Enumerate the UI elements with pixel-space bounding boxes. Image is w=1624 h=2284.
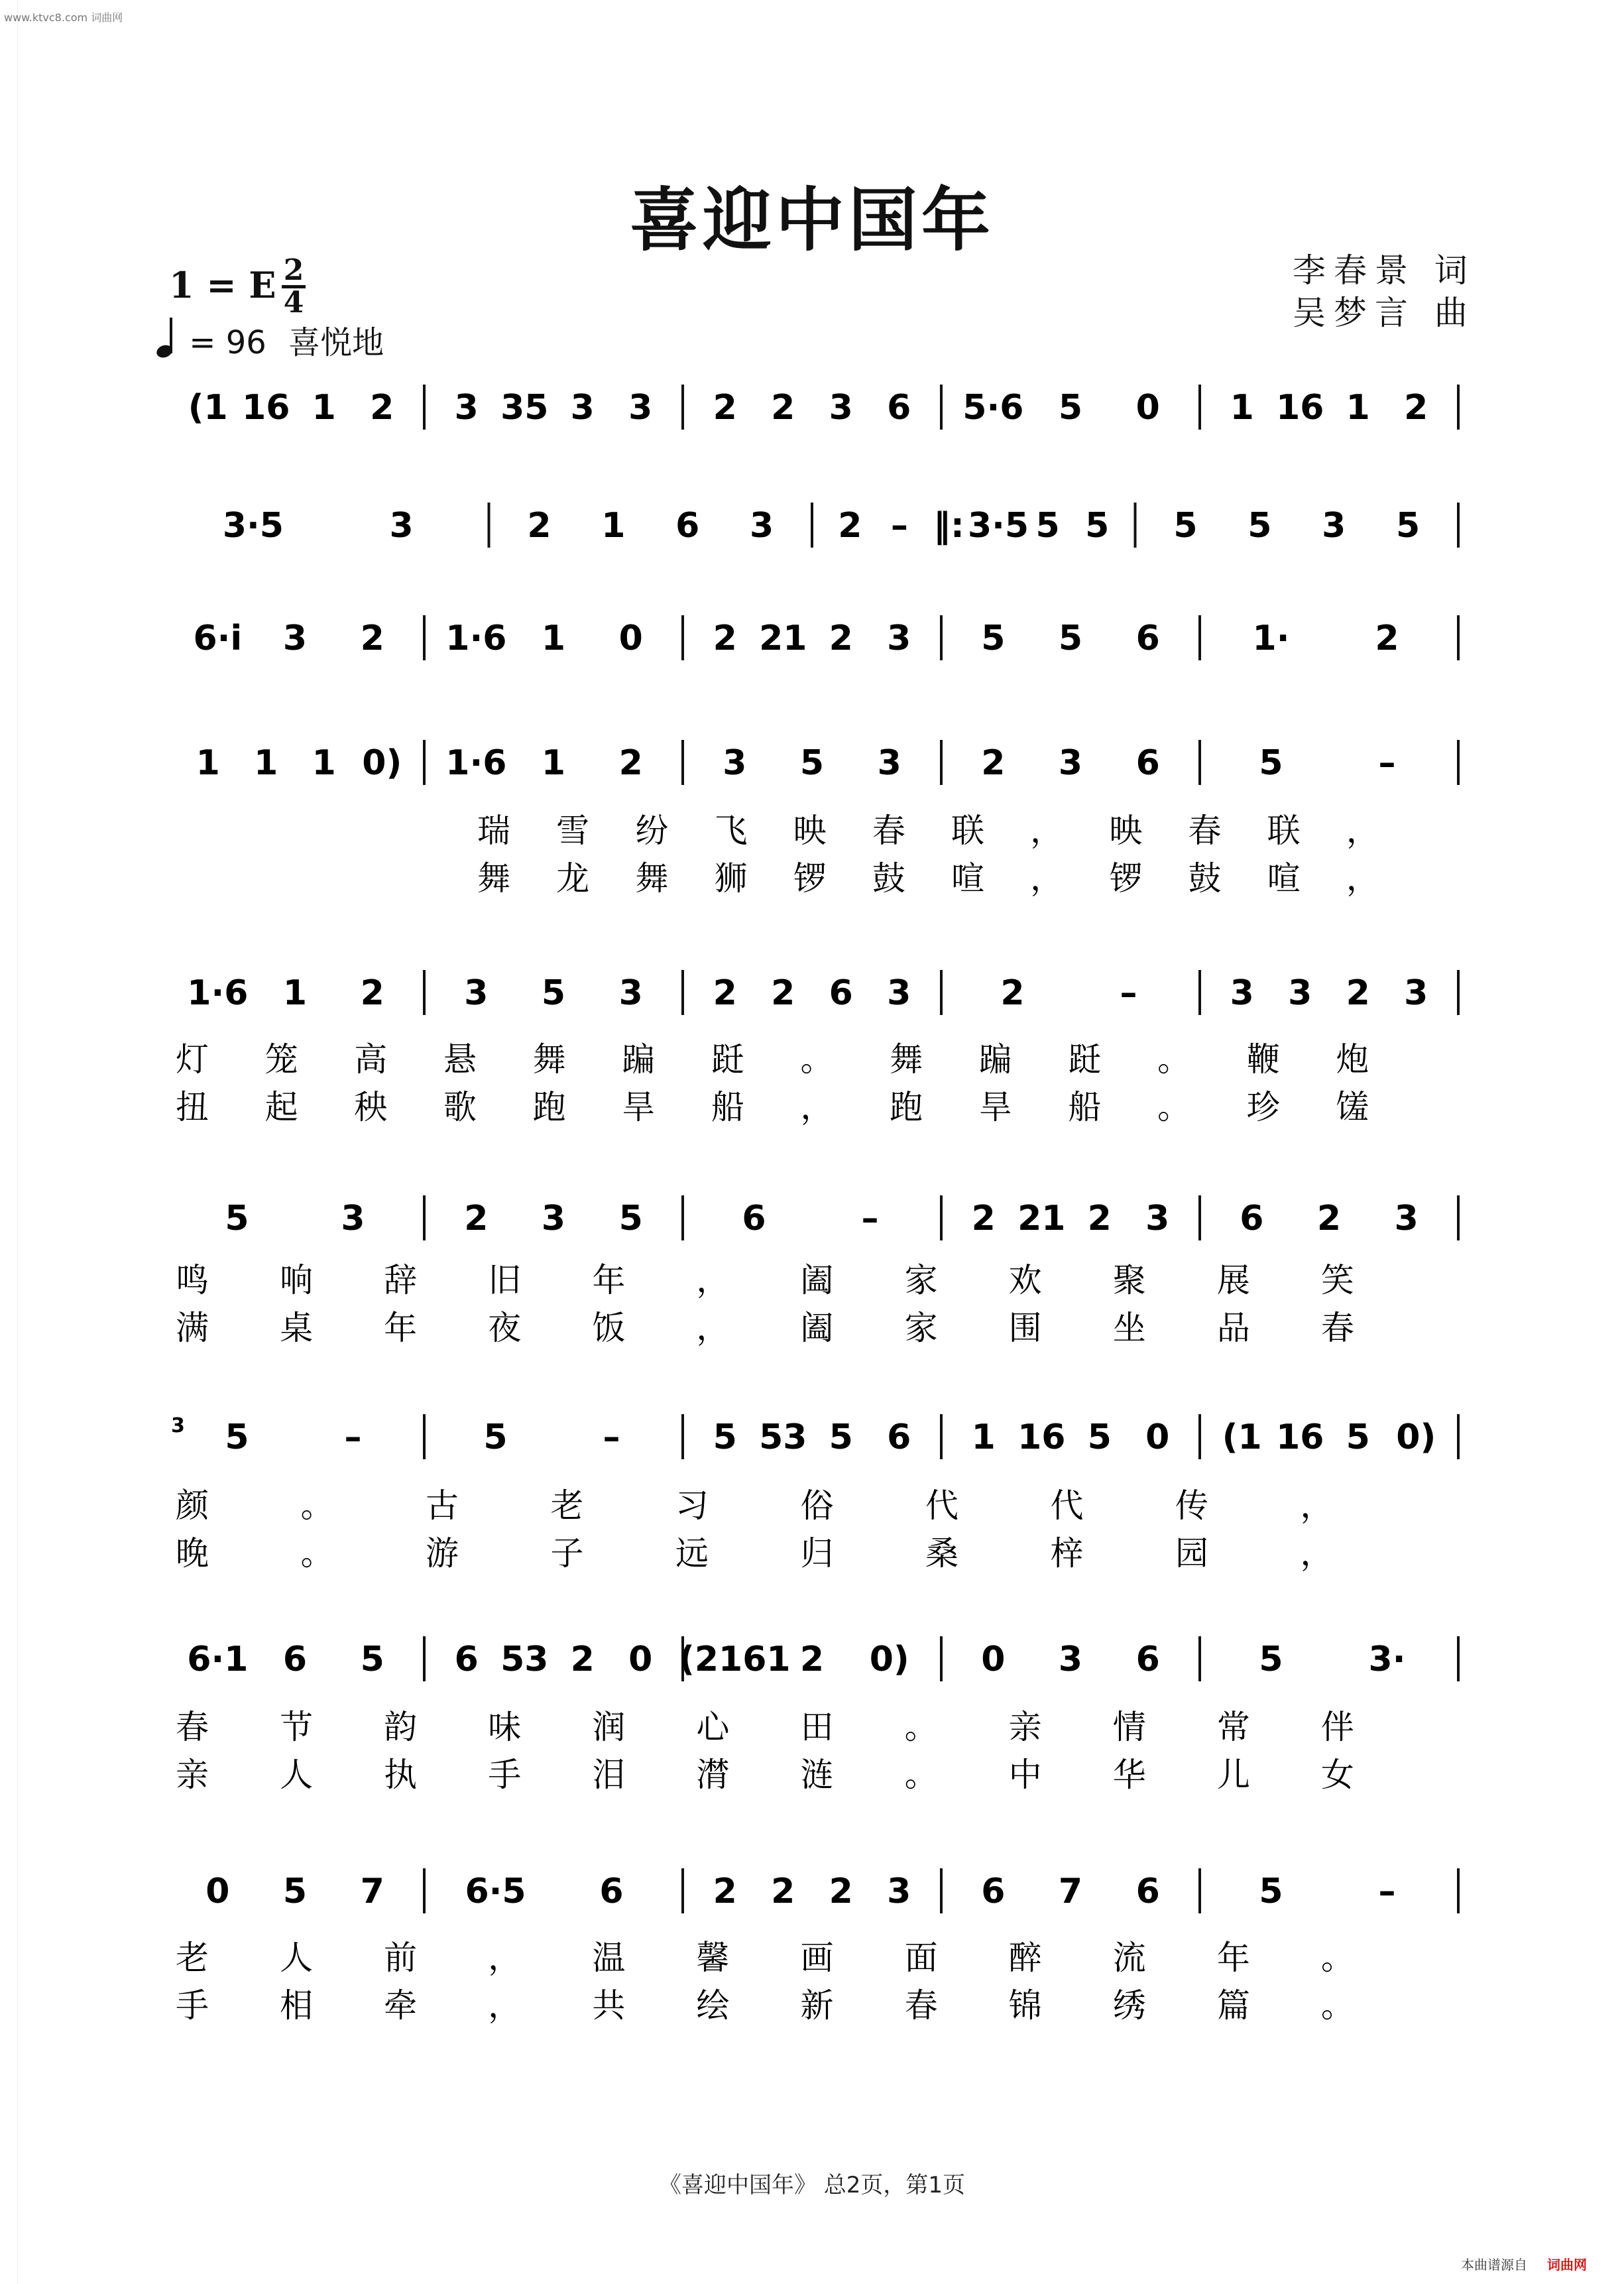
tempo-value: = 96 <box>189 324 266 361</box>
note-token: 1 <box>196 743 220 783</box>
lyric-verse1-char: 映 <box>1109 811 1143 850</box>
lyric-verse2-char: 家 <box>904 1309 938 1347</box>
lyric-verse1-char: 笑 <box>1320 1261 1354 1299</box>
note-token: 6·5 <box>465 1872 526 1911</box>
note-token: 2 <box>1404 388 1428 428</box>
note-token: 2 <box>981 743 1006 783</box>
note-token: 2 <box>1000 973 1025 1013</box>
lyric-verse2-char: 喧 <box>951 859 984 898</box>
lyric-verse2-char: 阖 <box>800 1309 834 1347</box>
lyric-verse2-char: 归 <box>800 1534 834 1573</box>
key-label: 1 = E <box>169 264 276 306</box>
note-token: 5 <box>282 1872 308 1911</box>
note-token: 2 <box>829 619 853 658</box>
note-token: ‖: <box>933 506 964 546</box>
note-token: 2 <box>829 1872 853 1911</box>
lyric-verse2-char: ， <box>1030 859 1064 898</box>
lyric-verse1-char: 韵 <box>384 1708 418 1746</box>
note-token: 0) <box>1396 1417 1436 1457</box>
note-token: 7 <box>1058 1872 1083 1911</box>
lyric-verse1-char: 飞 <box>714 811 748 850</box>
note-token: 16 <box>242 388 290 428</box>
lyric-verse2-char: 狮 <box>714 859 748 898</box>
lyric-verse2-char: 晚 <box>176 1534 209 1573</box>
lyric-verse1-char: 伴 <box>1320 1708 1354 1746</box>
note-token: 1 <box>254 743 278 783</box>
lyric-verse1-char: 春 <box>1188 811 1222 850</box>
note-token: 2 <box>360 973 384 1013</box>
lyric-verse1-char: 笼 <box>264 1040 298 1079</box>
note-token: 3· <box>1368 1640 1406 1679</box>
note-token: 5 <box>1058 388 1083 428</box>
note-token: 6 <box>1135 743 1160 783</box>
note-token: 16 <box>1276 1417 1324 1457</box>
note-token: 3 <box>887 973 911 1013</box>
lyric-verse2-char: ， <box>488 1986 522 2025</box>
lyric-verse2-char: 绘 <box>696 1986 730 2025</box>
lyric-verse1-char: 映 <box>793 811 827 850</box>
lyric-verse2-char: 珍 <box>1246 1088 1280 1126</box>
lyric-verse1-char: 瑞 <box>477 811 510 850</box>
note-token: 3 <box>541 1199 566 1238</box>
lyric-verse2-char: 龙 <box>556 859 590 898</box>
note-token: 6 <box>887 388 911 428</box>
note-token: 53 <box>759 1417 807 1457</box>
lyric-verse2-char: 。 <box>904 1756 938 1794</box>
lyric-verse2-char: 扭 <box>176 1088 209 1126</box>
note-token: 3 <box>341 1199 365 1238</box>
lyric-verse1-char: 代 <box>925 1486 958 1525</box>
note-token: 3 <box>887 1872 911 1911</box>
note-token: 3 <box>1394 1199 1419 1238</box>
note-token: 5·6 <box>962 388 1024 428</box>
lyric-verse2-char: 新 <box>800 1986 834 2025</box>
lyric-verse1-char: 蹁 <box>978 1040 1012 1079</box>
lyric-verse1-char: 前 <box>384 1939 418 1977</box>
note-token: (1 <box>1222 1417 1262 1457</box>
lyric-verse2-char: 游 <box>426 1534 459 1573</box>
lyric-verse2-char: 。 <box>1157 1088 1191 1126</box>
note-token: 1·6 <box>187 973 249 1013</box>
note-token: 1· <box>1252 619 1290 658</box>
note-token: 3 <box>1404 973 1428 1013</box>
note-token: 3 <box>723 743 747 783</box>
lyric-verse2-char: 旱 <box>622 1088 656 1126</box>
lyric-verse1-char: 高 <box>354 1040 388 1079</box>
lyric-verse2-char: 远 <box>675 1534 709 1573</box>
lyric-verse2-char: 。 <box>1320 1986 1354 2025</box>
note-token: 2 <box>618 743 643 783</box>
lyric-verse2-char: 春 <box>1320 1309 1354 1347</box>
lyric-verse1-char: 。 <box>300 1486 334 1525</box>
lyricist-credit: 李春景 词 <box>1293 251 1476 290</box>
lyric-verse2-char: 共 <box>592 1986 626 2025</box>
lyric-verse2-char: ， <box>696 1309 730 1347</box>
note-token: 6 <box>742 1199 766 1238</box>
grace-note: 3 <box>171 1414 185 1437</box>
lyric-verse1-char: 联 <box>951 811 984 850</box>
note-token: 5 <box>1395 506 1421 546</box>
note-token: 2 <box>464 1199 489 1238</box>
note-token: 3 <box>887 619 911 658</box>
lyric-verse1-char: 老 <box>176 1939 209 1977</box>
lyric-verse1-char: 辞 <box>384 1261 418 1299</box>
note-token: 2 <box>360 619 384 658</box>
lyric-verse2-char: 人 <box>280 1756 314 1794</box>
note-token: – <box>1378 1872 1396 1911</box>
note-token: 5 <box>1259 1872 1283 1911</box>
note-token: 0 <box>618 619 643 658</box>
note-token: 3 <box>389 506 414 546</box>
lyric-verse1-char: 情 <box>1112 1708 1146 1746</box>
lyric-verse1-char: ， <box>488 1939 522 1977</box>
note-token: (2161 <box>679 1640 791 1679</box>
lyric-verse1-char: 俗 <box>800 1486 834 1525</box>
note-token: 5 <box>225 1199 249 1238</box>
note-token: 2 <box>713 619 737 658</box>
lyric-verse2-char: 。 <box>300 1534 334 1573</box>
lyric-verse2-char: 舞 <box>635 859 669 898</box>
lyric-verse2-char: 跑 <box>532 1088 566 1126</box>
lyric-verse1-char: 聚 <box>1112 1261 1146 1299</box>
lyric-verse2-char: 年 <box>384 1309 418 1347</box>
lyric-verse1-char: 响 <box>280 1261 314 1299</box>
lyric-verse2-char: 舞 <box>477 859 510 898</box>
note-token: 3 <box>570 388 595 428</box>
lyric-verse2-char: 坐 <box>1112 1309 1146 1347</box>
lyric-verse1-char: 舞 <box>532 1040 566 1079</box>
note-token: 3 <box>877 743 901 783</box>
lyric-verse2-char: 鼓 <box>872 859 905 898</box>
note-token: 5 <box>541 973 566 1013</box>
lyric-verse1-char: 联 <box>1267 811 1301 850</box>
lyric-verse2-char: 相 <box>280 1986 314 2025</box>
note-token: 1 <box>312 388 336 428</box>
note-token: 2 <box>1346 973 1370 1013</box>
note-token: 1 <box>1230 388 1254 428</box>
tempo-expression: 喜悦地 <box>288 324 384 361</box>
note-token: (1 <box>188 388 228 428</box>
note-token: 1·6 <box>445 619 507 658</box>
lyric-verse1-char: 春 <box>872 811 905 850</box>
lyric-verse2-char: 跑 <box>890 1088 923 1126</box>
note-token: 5 <box>1035 506 1060 546</box>
lyric-verse2-char: 锣 <box>1109 859 1143 898</box>
note-token: 5 <box>618 1199 643 1238</box>
note-token: 3 <box>1058 1640 1083 1679</box>
note-token: 3 <box>282 619 308 658</box>
lyric-verse2-char: 儿 <box>1216 1756 1250 1794</box>
note-token: – <box>603 1417 620 1457</box>
lyric-verse1-char: 年 <box>1216 1939 1250 1977</box>
lyric-verse1-char: 节 <box>280 1708 314 1746</box>
lyric-verse1-char: 鸣 <box>176 1261 209 1299</box>
note-token: 35 <box>500 388 549 428</box>
note-token: 0 <box>981 1640 1006 1679</box>
note-token: 2 <box>713 973 737 1013</box>
note-token: 2 <box>713 388 737 428</box>
lyric-verse1-char: 味 <box>488 1708 522 1746</box>
note-token: 2 <box>1375 619 1399 658</box>
note-token: 3 <box>1322 506 1346 546</box>
note-token: 2 <box>1316 1199 1342 1238</box>
lyric-verse1-char: 阖 <box>800 1261 834 1299</box>
note-token: 6 <box>1135 619 1160 658</box>
note-token: 3 <box>829 388 853 428</box>
note-token: 6·i <box>193 619 243 658</box>
lyric-verse1-char: 悬 <box>443 1040 477 1079</box>
note-token: 6 <box>454 1640 479 1679</box>
note-token: 3·5 <box>222 506 284 546</box>
note-token: 5 <box>1087 1417 1112 1457</box>
lyric-verse2-char: ， <box>1346 859 1379 898</box>
note-token: 5 <box>713 1417 737 1457</box>
note-token: 0) <box>362 743 402 783</box>
lyric-verse2-char: 起 <box>264 1088 298 1126</box>
note-token: 3·5 <box>967 506 1029 546</box>
note-token: 1 <box>541 619 566 658</box>
lyric-verse2-char: 满 <box>176 1309 209 1347</box>
lyric-verse1-char: 田 <box>800 1708 834 1746</box>
note-token: 5 <box>1259 1640 1283 1679</box>
lyric-verse2-char: 饭 <box>592 1309 626 1347</box>
note-token: 3 <box>1288 973 1312 1013</box>
lyric-verse1-char: 展 <box>1216 1261 1250 1299</box>
note-token: 2 <box>771 973 795 1013</box>
lyric-verse1-char: 颜 <box>176 1486 209 1525</box>
lyric-verse2-char: ， <box>800 1088 834 1126</box>
lyric-verse1-char: 舞 <box>890 1040 923 1079</box>
lyric-verse2-char: 涟 <box>800 1756 834 1794</box>
note-token: 5 <box>799 743 825 783</box>
page-footer: 《喜迎中国年》 总2页，第1页 <box>658 2172 966 2198</box>
lyric-verse1-char: 旧 <box>488 1261 522 1299</box>
note-token: 6 <box>599 1872 624 1911</box>
lyric-verse1-char: 心 <box>696 1708 730 1746</box>
note-token: 0 <box>205 1872 230 1911</box>
note-token: 5 <box>483 1417 508 1457</box>
lyric-verse2-char: 夜 <box>488 1309 522 1347</box>
lyric-verse2-char: 桑 <box>925 1534 958 1573</box>
lyric-verse1-char: 。 <box>1320 1939 1354 1977</box>
note-token: – <box>890 506 908 546</box>
source-brand <box>1461 2254 1587 2273</box>
note-token: 0 <box>1145 1417 1170 1457</box>
lyric-verse1-char: 亲 <box>1008 1708 1042 1746</box>
note-token: 21 <box>1017 1199 1066 1238</box>
lyric-verse2-char: 篇 <box>1216 1986 1250 2025</box>
note-token: 7 <box>360 1872 384 1911</box>
lyric-verse2-char: 桌 <box>280 1309 314 1347</box>
note-token: 2 <box>570 1640 595 1679</box>
lyric-verse1-char: 炮 <box>1336 1040 1369 1079</box>
lyric-verse1-char: 纷 <box>635 811 669 850</box>
note-token: 3 <box>1145 1199 1170 1238</box>
lyric-verse1-char: 灯 <box>176 1040 209 1079</box>
note-token: 5 <box>225 1417 249 1457</box>
note-token: – <box>344 1417 362 1457</box>
note-token: 0 <box>628 1640 653 1679</box>
note-token: 1·6 <box>445 743 507 783</box>
song-title: 喜迎中国年 <box>629 179 994 261</box>
lyric-verse1-char: ， <box>696 1261 730 1299</box>
lyric-verse1-char: 家 <box>904 1261 938 1299</box>
brand-logo: 词曲网 <box>1547 2257 1587 2273</box>
lyric-verse2-char: 潸 <box>696 1756 730 1794</box>
lyric-verse1-char: 。 <box>1157 1040 1191 1079</box>
note-token: 5 <box>981 619 1006 658</box>
note-token: 6·1 <box>187 1640 249 1679</box>
lyric-verse2-char: 歌 <box>443 1088 477 1126</box>
lyric-verse1-char: 。 <box>904 1708 938 1746</box>
note-token: 1 <box>1346 388 1370 428</box>
lyric-verse1-char: 代 <box>1050 1486 1084 1525</box>
note-token: 16 <box>1017 1417 1066 1457</box>
note-token: 5 <box>1259 743 1283 783</box>
lyric-verse2-char: 中 <box>1008 1756 1042 1794</box>
note-token: 5 <box>1058 619 1083 658</box>
note-token: 6 <box>675 506 700 546</box>
lyric-verse2-char: 旱 <box>978 1088 1012 1126</box>
note-token: 2 <box>370 388 394 428</box>
lyric-verse1-char: 人 <box>280 1939 314 1977</box>
lyric-verse2-char: 围 <box>1008 1309 1042 1347</box>
note-token: 3 <box>618 973 643 1013</box>
note-token: – <box>861 1199 879 1238</box>
note-token: 2 <box>799 1640 825 1679</box>
note-token: 5 <box>1085 506 1110 546</box>
lyric-verse2-char: 园 <box>1175 1534 1208 1573</box>
lyric-verse2-char: 手 <box>488 1756 522 1794</box>
lyric-verse1-char: 年 <box>592 1261 626 1299</box>
lyric-verse1-char: 画 <box>800 1939 834 1977</box>
note-token: 2 <box>713 1872 737 1911</box>
note-token: 6 <box>1135 1872 1160 1911</box>
note-token: 2 <box>527 506 551 546</box>
lyric-verse2-char: ， <box>1300 1534 1334 1573</box>
note-token: 6 <box>282 1640 308 1679</box>
note-token: 2 <box>771 1872 795 1911</box>
time-signature-bottom: 4 <box>283 286 304 320</box>
note-token: 6 <box>981 1872 1006 1911</box>
lyric-verse1-char: 跹 <box>711 1040 744 1079</box>
lyric-verse1-char: 老 <box>550 1486 584 1525</box>
note-token: 3 <box>749 506 774 546</box>
site-watermark: www.ktvc8.com 词曲网 <box>4 11 123 24</box>
lyric-verse1-char: 跹 <box>1068 1040 1102 1079</box>
lyric-verse2-char: 锣 <box>793 859 827 898</box>
lyric-verse1-char: 传 <box>1175 1486 1208 1525</box>
note-token: 6 <box>1240 1199 1264 1238</box>
lyric-verse2-char: 锦 <box>1008 1986 1042 2025</box>
lyric-verse1-char: ， <box>1030 811 1064 850</box>
lyric-verse1-char: 温 <box>592 1939 626 1977</box>
note-token: 3 <box>1230 973 1254 1013</box>
lyric-verse2-char: 春 <box>904 1986 938 2025</box>
lyric-verse1-char: 习 <box>675 1486 709 1525</box>
lyric-verse2-char: 喧 <box>1267 859 1301 898</box>
note-token: 5 <box>1346 1417 1370 1457</box>
time-signature-top: 2 <box>283 253 304 287</box>
note-token: 3 <box>454 388 479 428</box>
note-token: 1 <box>971 1417 996 1457</box>
note-token: 6 <box>887 1417 911 1457</box>
lyric-verse1-char: 雪 <box>556 811 590 850</box>
lyric-verse2-char: 亲 <box>176 1756 209 1794</box>
note-token: 0) <box>869 1640 909 1679</box>
lyric-verse1-char: ， <box>1346 811 1379 850</box>
note-token: 3 <box>628 388 653 428</box>
note-token: 3 <box>464 973 489 1013</box>
note-token: – <box>1378 743 1396 783</box>
lyric-verse2-char: 手 <box>176 1986 209 2025</box>
lyric-verse1-char: 古 <box>426 1486 459 1525</box>
lyric-verse1-char: 。 <box>800 1040 834 1079</box>
note-token: 6 <box>829 973 853 1013</box>
lyric-verse1-char: 鞭 <box>1246 1040 1280 1079</box>
lyric-verse1-char: 润 <box>592 1708 626 1746</box>
lyric-verse1-char: 馨 <box>696 1939 730 1977</box>
lyric-verse2-char: 绣 <box>1112 1986 1146 2025</box>
note-token: 1 <box>601 506 626 546</box>
note-token: 1 <box>312 743 336 783</box>
note-token: 1 <box>541 743 566 783</box>
note-token: 1 <box>282 973 308 1013</box>
lyric-verse2-char: 馐 <box>1336 1088 1369 1126</box>
note-token: 5 <box>1173 506 1198 546</box>
lyric-verse2-char: 执 <box>384 1756 418 1794</box>
note-token: 21 <box>759 619 807 658</box>
lyric-verse1-char: 流 <box>1112 1939 1146 1977</box>
lyric-verse2-char: 船 <box>1068 1088 1102 1126</box>
note-token: 5 <box>1247 506 1272 546</box>
lyric-verse1-char: 欢 <box>1008 1261 1042 1299</box>
note-token: – <box>1120 973 1137 1013</box>
lyric-verse2-char: 秧 <box>354 1088 388 1126</box>
note-token: 2 <box>838 506 862 546</box>
lyric-verse1-char: 醉 <box>1008 1939 1042 1977</box>
note-token: 0 <box>1135 388 1160 428</box>
brand-text: 本曲谱源自 <box>1461 2257 1527 2273</box>
note-token: 2 <box>971 1199 996 1238</box>
lyric-verse2-char: 子 <box>550 1534 584 1573</box>
composer-credit: 吴梦言 曲 <box>1293 294 1476 332</box>
lyric-verse2-char: 鼓 <box>1188 859 1222 898</box>
lyric-verse1-char: ， <box>1300 1486 1334 1525</box>
note-token: 2 <box>1087 1199 1112 1238</box>
note-token: 2 <box>771 388 795 428</box>
lyric-verse1-char: 春 <box>176 1708 209 1746</box>
lyric-verse2-char: 泪 <box>592 1756 626 1794</box>
note-token: 5 <box>360 1640 384 1679</box>
note-token: 6 <box>1135 1640 1160 1679</box>
lyric-verse2-char: 梓 <box>1050 1534 1084 1573</box>
note-token: 16 <box>1276 388 1324 428</box>
lyric-verse1-char: 常 <box>1216 1708 1250 1746</box>
lyric-verse1-char: 面 <box>904 1939 938 1977</box>
lyric-verse1-char: 蹁 <box>622 1040 656 1079</box>
lyric-verse2-char: 女 <box>1320 1756 1354 1794</box>
note-token: 3 <box>1058 743 1083 783</box>
lyric-verse2-char: 品 <box>1216 1309 1250 1347</box>
lyric-verse2-char: 船 <box>711 1088 744 1126</box>
lyric-verse2-char: 牵 <box>384 1986 418 2025</box>
lyric-verse2-char: 华 <box>1112 1756 1146 1794</box>
note-token: 53 <box>500 1640 549 1679</box>
note-token: 5 <box>829 1417 853 1457</box>
